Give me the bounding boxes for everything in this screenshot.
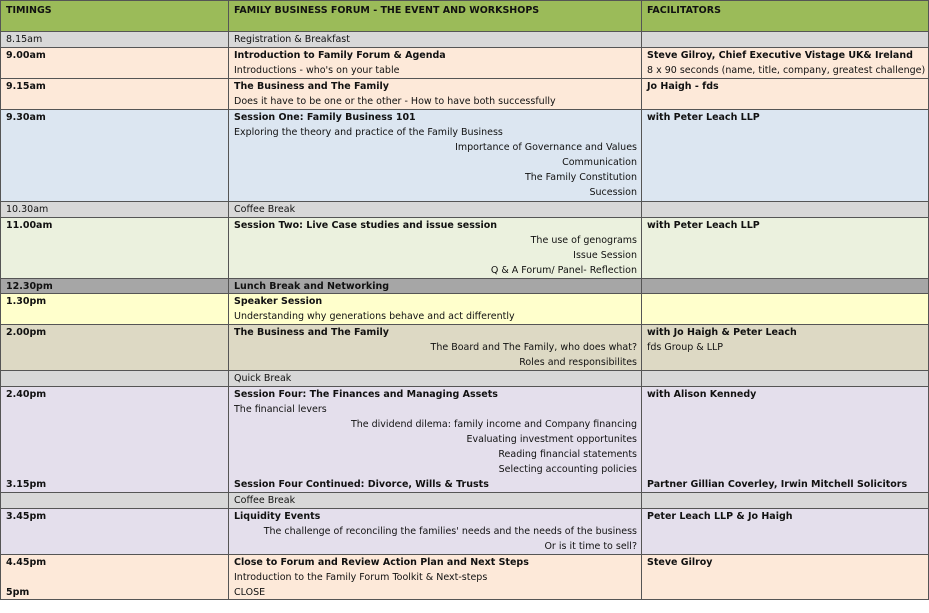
time-cell[interactable] <box>0 48 229 78</box>
facilitator-name: with Peter Leach LLP <box>647 112 760 123</box>
table-row <box>0 217 929 278</box>
session-title: The Business and The Family <box>234 327 389 338</box>
facilitator-cell[interactable] <box>642 110 929 201</box>
time-cell[interactable] <box>0 110 229 201</box>
event-cell[interactable] <box>229 48 642 78</box>
facilitator-cell[interactable] <box>642 294 929 324</box>
table-row <box>0 78 929 109</box>
event-label: Registration & Breakfast <box>234 34 350 45</box>
time-label: 9.15am <box>6 81 46 92</box>
session-item: The Family Constitution <box>524 172 637 183</box>
facilitator-cell[interactable] <box>642 79 929 109</box>
time-cell[interactable] <box>0 79 229 109</box>
session-item: Issue Session <box>573 250 637 261</box>
table-row <box>0 554 929 600</box>
table-row <box>0 201 929 217</box>
facilitator-name: with Peter Leach LLP <box>647 220 760 231</box>
facilitator-cell[interactable] <box>642 202 929 217</box>
facilitator-name: Peter Leach LLP & Jo Haigh <box>647 511 793 522</box>
event-label: Lunch Break and Networking <box>234 281 390 292</box>
event-label: Quick Break <box>234 373 292 384</box>
session-item: Reading financial statements <box>498 449 637 460</box>
time-cell[interactable] <box>0 294 229 324</box>
time-label: 10.30am <box>6 204 49 215</box>
facilitator-cell[interactable] <box>642 555 929 599</box>
header-facilitators: FACILITATORS <box>647 5 721 16</box>
facilitator-note: fds Group & LLP <box>647 342 724 353</box>
session-title: Liquidity Events <box>234 511 321 522</box>
event-cell[interactable] <box>229 202 642 217</box>
session-desc: Introductions - who's on your table <box>234 65 400 76</box>
session-title: Session Four Continued: Divorce, Wills & Trusts <box>234 479 489 490</box>
event-cell[interactable] <box>229 279 642 293</box>
event-cell[interactable] <box>229 509 642 554</box>
table-row <box>0 32 929 47</box>
time-label: 9.00am <box>6 50 46 61</box>
facilitator-cell[interactable] <box>642 279 929 293</box>
event-cell[interactable] <box>229 79 642 109</box>
event-cell[interactable] <box>229 32 642 47</box>
facilitator-cell[interactable] <box>642 509 929 554</box>
time-label: 8.15am <box>6 34 43 45</box>
table-row <box>0 370 929 386</box>
session-desc: Exploring the theory and practice of the Family Business <box>234 127 503 138</box>
session-title: Introduction to Family Forum & Agenda <box>234 50 446 61</box>
facilitator-name: Steve Gilroy, Chief Executive Vistage UK& Ireland <box>647 50 913 61</box>
session-desc: Introduction to the Family Forum Toolkit & Next-steps <box>234 572 488 583</box>
event-label: Coffee Break <box>234 495 296 506</box>
time-label: 1.30pm <box>6 296 47 307</box>
session-title: Session Two: Live Case studies and issue session <box>234 220 498 231</box>
time-label: 9.30am <box>6 112 46 123</box>
event-cell[interactable] <box>229 294 642 324</box>
session-item: Selecting accounting policies <box>498 464 637 475</box>
session-item: Communication <box>562 157 637 168</box>
table-row <box>0 278 929 293</box>
time-cell[interactable] <box>0 325 229 370</box>
time-cell[interactable] <box>0 32 229 47</box>
facilitator-name: with Alison Kennedy <box>647 389 757 400</box>
facilitator-cell[interactable] <box>642 387 929 492</box>
table-row <box>0 492 929 508</box>
session-item: The use of genograms <box>530 235 637 246</box>
event-cell[interactable] <box>229 325 642 370</box>
session-item: The Board and The Family, who does what? <box>430 342 637 353</box>
session-item: Sucession <box>589 187 637 198</box>
session-title: Session One: Family Business 101 <box>234 112 416 123</box>
time-cell[interactable] <box>0 371 229 386</box>
session-item: Or is it time to sell? <box>544 541 637 552</box>
facilitator-cell[interactable] <box>642 48 929 78</box>
time-label: 3.45pm <box>6 511 47 522</box>
header-event: FAMILY BUSINESS FORUM - THE EVENT AND WORKSHOPS <box>234 5 540 16</box>
time-cell[interactable] <box>0 202 229 217</box>
event-cell[interactable] <box>229 218 642 278</box>
table-row <box>0 324 929 370</box>
time-label: 2.40pm <box>6 389 47 400</box>
time-cell[interactable] <box>0 387 229 492</box>
table-row <box>0 508 929 554</box>
table-row <box>0 109 929 201</box>
facilitator-name: Partner Gillian Coverley, Irwin Mitchell Solicitors <box>647 479 908 490</box>
session-item: The dividend dilema: family income and Company financing <box>350 419 637 430</box>
facilitator-name: Steve Gilroy <box>647 557 713 568</box>
session-desc: The financial levers <box>234 404 327 415</box>
header-row <box>0 0 929 32</box>
time-label: 11.00am <box>6 220 53 231</box>
session-title: Close to Forum and Review Action Plan and Next Steps <box>234 557 529 568</box>
session-item: Q & A Forum/ Panel- Reflection <box>490 265 637 276</box>
header-timings-cell[interactable] <box>0 1 229 31</box>
time-cell[interactable] <box>0 555 229 599</box>
header-timings: TIMINGS <box>6 5 52 16</box>
session-desc: Does it have to be one or the other - How to have both successfully <box>234 96 556 107</box>
time-cell[interactable] <box>0 509 229 554</box>
session-title: The Business and The Family <box>234 81 389 92</box>
facilitator-name: with Jo Haigh & Peter Leach <box>647 327 797 338</box>
event-cell[interactable] <box>229 387 642 492</box>
facilitator-note: 8 x 90 seconds (name, title, company, greatest challenge) <box>647 65 926 76</box>
event-cell[interactable] <box>229 493 642 508</box>
session-item: Importance of Governance and Values <box>455 142 637 153</box>
time-label: 12.30pm <box>6 281 53 292</box>
table-row <box>0 386 929 492</box>
time-cell[interactable] <box>0 279 229 293</box>
session-item: Evaluating investment opportunites <box>466 434 637 445</box>
event-cell[interactable] <box>229 110 642 201</box>
session-item: The challenge of reconciling the families' needs and the needs of the business <box>263 526 637 537</box>
time-label: 5pm <box>6 587 30 598</box>
session-title: Speaker Session <box>234 296 323 307</box>
event-label: Coffee Break <box>234 204 296 215</box>
facilitator-cell[interactable] <box>642 325 929 370</box>
session-item: Roles and responsibilites <box>519 357 637 368</box>
time-label: 3.15pm <box>6 479 47 490</box>
event-cell[interactable] <box>229 371 642 386</box>
facilitator-cell[interactable] <box>642 32 929 47</box>
session-desc: Understanding why generations behave and act differently <box>234 311 515 322</box>
time-cell[interactable] <box>0 218 229 278</box>
facilitator-cell[interactable] <box>642 493 929 508</box>
facilitator-cell[interactable] <box>642 371 929 386</box>
table-row <box>0 293 929 324</box>
time-label: 2.00pm <box>6 327 47 338</box>
header-facilitators-cell[interactable] <box>642 1 929 31</box>
event-cell[interactable] <box>229 555 642 599</box>
session-title: Session Four: The Finances and Managing Assets <box>234 389 498 400</box>
header-event-cell[interactable] <box>229 1 642 31</box>
table-row <box>0 47 929 78</box>
facilitator-cell[interactable] <box>642 218 929 278</box>
session-title: CLOSE <box>234 587 266 598</box>
facilitator-name: Jo Haigh - fds <box>647 81 719 92</box>
time-cell[interactable] <box>0 493 229 508</box>
time-label: 4.45pm <box>6 557 47 568</box>
